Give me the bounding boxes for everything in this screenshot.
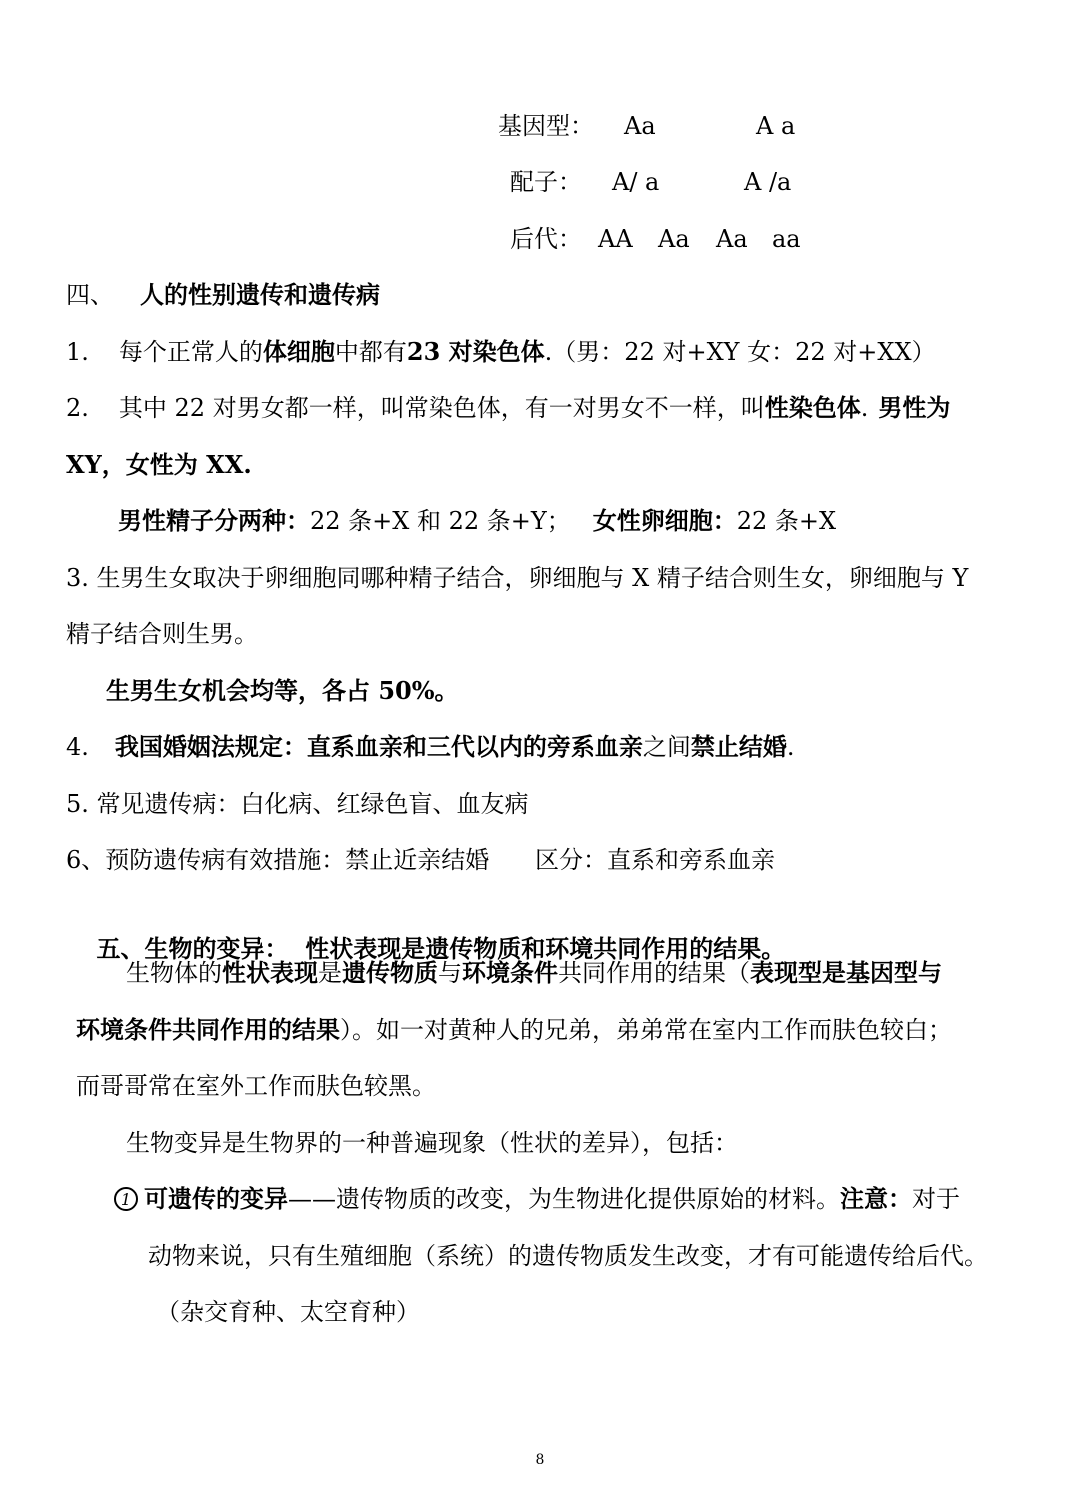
item-6: 6、预防遗传病有效措施：禁止近亲结婚 区分：直系和旁系血亲 (66, 846, 776, 874)
item-number: 2. (66, 394, 89, 422)
gamete-parent-2: A /a (744, 168, 792, 196)
gamete-label: 配子： (510, 168, 582, 196)
item-text: 22 条+X 和 22 条+Y； (310, 507, 571, 535)
item-bold-text: 环境条件 (462, 958, 558, 987)
item-text: 每个正常人的 (118, 338, 263, 366)
item-bold-text: 体细胞 (262, 337, 335, 366)
page-number: 8 (535, 1452, 545, 1468)
section-4-heading (66, 279, 380, 311)
item-3-line-2: 精子结合则生男。 (66, 620, 258, 648)
item-bold-text: 表现型是基因型与 (750, 958, 942, 987)
item-bold-text: 我国婚姻法规定：直系血亲和三代以内的旁系血亲 (114, 732, 643, 761)
item-bold-text: 遗传物质 (342, 958, 438, 987)
item-bold-text: XY，女性为 XX. (66, 450, 252, 479)
variation-item-1-line-2: 动物来说，只有生殖细胞（系统）的遗传物质发生改变，才有可能遗传给后代。 (148, 1242, 988, 1270)
section-4-number: 四、 (66, 281, 114, 309)
item-text: 共同作用的结果（ (558, 959, 750, 987)
item-text: 生物体的 (126, 959, 222, 987)
item-bold-text: 注意： (840, 1184, 912, 1213)
item-bold-text: 禁止结婚 (690, 732, 787, 761)
item-3-line-1: 3. 生男生女取决于卵细胞同哪种精子结合，卵细胞与 X 精子结合则生女，卵细胞与 Y (66, 564, 969, 592)
item-bold-text: 23 对染色体 (406, 337, 545, 366)
item-bold-text: 男性为 (878, 393, 951, 422)
offspring-genotype: aa (772, 225, 801, 253)
section-5-paragraph-1-line-2 (76, 1014, 952, 1046)
item-number: 1. (66, 338, 89, 366)
item-text: 中都有 (334, 338, 407, 366)
item-2-continued (66, 449, 252, 481)
section-5-paragraph-1-line-1 (126, 957, 942, 989)
section-5-paragraph-1-line-3: 而哥哥常在室外工作而肤色较黑。 (76, 1072, 436, 1100)
item-text: ）。如一对黄种人的兄弟，弟弟常在室内工作而肤色较白； (340, 1016, 952, 1044)
item-text: 对于 (912, 1185, 960, 1213)
circled-number-icon: 1 (114, 1187, 138, 1211)
section-5-title: 五、生物的变异： 性状表现是遗传物质和环境共同作用的结果。 (96, 934, 786, 963)
item-text: .（男：22 对+XY 女：22 对+XX） (544, 338, 936, 366)
item-3-sub (106, 675, 459, 707)
item-text: . (786, 733, 795, 761)
item-text: 其中 22 对男女都一样，叫常染色体，有一对男女不一样，叫 (118, 394, 765, 422)
offspring-genotype: Aa (716, 225, 748, 253)
offspring-label: 后代： (510, 225, 582, 253)
item-4 (66, 731, 795, 763)
item-5: 5. 常见遗传病：白化病、红绿色盲、血友病 (66, 790, 529, 818)
genotype-parent-2: A a (756, 112, 796, 140)
item-bold-text: 男性精子分两种： (118, 506, 310, 535)
item-bold-text: 环境条件共同作用的结果 (76, 1015, 340, 1044)
item-text: 之间 (642, 733, 691, 761)
genotype-label: 基因型： (498, 112, 594, 140)
item-bold-text: 女性卵细胞： (592, 506, 737, 535)
item-bold-text: 性状表现 (222, 958, 318, 987)
item-text: . (860, 394, 869, 422)
item-2-sub (118, 505, 836, 537)
gamete-parent-1: A/ a (612, 168, 660, 196)
item-bold-text: 可遗传的变异 (144, 1184, 288, 1213)
item-text: 与 (438, 959, 462, 987)
offspring-genotype: Aa (658, 225, 690, 253)
item-bold-text: 性染色体 (764, 393, 861, 422)
item-bold-text: 生男生女机会均等，各占 50%。 (106, 676, 459, 705)
item-1 (66, 336, 936, 368)
item-text: ——遗传物质的改变，为生物进化提供原始的材料。 (288, 1185, 840, 1213)
item-2 (66, 392, 950, 424)
variation-item-1-line-1 (114, 1183, 960, 1215)
section-4-title: 人的性别遗传和遗传病 (140, 280, 380, 309)
offspring-genotype: AA (598, 225, 633, 253)
item-text: 22 条+X (736, 507, 837, 535)
item-number: 4. (66, 733, 89, 761)
genotype-parent-1: Aa (624, 112, 656, 140)
section-5-paragraph-2: 生物变异是生物界的一种普遍现象（性状的差异），包括： (126, 1129, 738, 1157)
item-text: 是 (318, 959, 342, 987)
variation-item-1-line-3: （杂交育种、太空育种） (156, 1298, 420, 1326)
